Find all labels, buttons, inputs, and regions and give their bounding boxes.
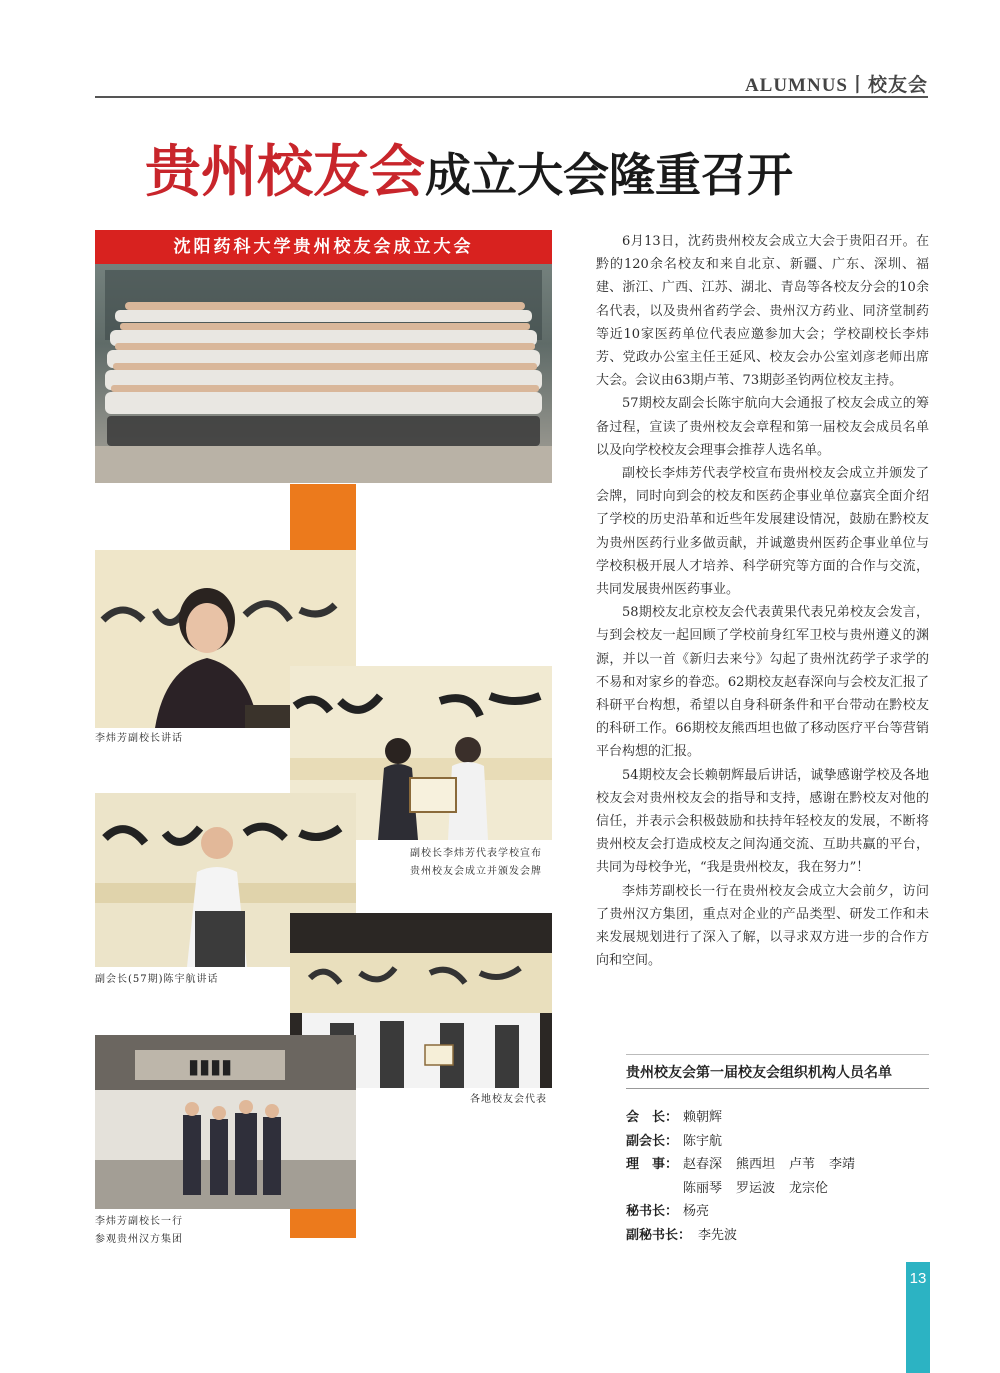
article-paragraph: 57期校友副会长陈宇航向大会通报了校友会成立的筹备过程，宣读了贵州校友会章程和第一届校友会成员名单以及向学校校友会理事会推荐人选名单。 bbox=[596, 396, 929, 458]
org-member: 杨亮 bbox=[683, 1204, 710, 1219]
title-rest: 成立大会隆重召开 bbox=[425, 148, 793, 202]
org-row-chairman bbox=[626, 1106, 855, 1130]
org-role bbox=[626, 1177, 683, 1201]
header-divider bbox=[95, 96, 928, 98]
org-row-directors-cont bbox=[626, 1177, 855, 1201]
visit-photo-image bbox=[95, 1035, 356, 1209]
org-divider-top bbox=[626, 1054, 929, 1055]
org-member: 陈宇航 bbox=[683, 1133, 723, 1149]
article-body bbox=[596, 230, 929, 973]
group-photo-banner: 沈阳药科大学贵州校友会成立大会 bbox=[95, 230, 552, 264]
org-divider bbox=[626, 1088, 929, 1089]
org-list-title: 贵州校友会第一届校友会组织机构人员名单 bbox=[626, 1065, 892, 1081]
org-member: 罗运波 bbox=[736, 1180, 776, 1196]
org-row-secretary-general bbox=[626, 1200, 855, 1224]
org-role: 会 长： bbox=[626, 1110, 679, 1125]
org-role: 秘书长： bbox=[626, 1204, 679, 1219]
visit-caption-line2: 参观贵州汉方集团 bbox=[95, 1234, 183, 1245]
article-paragraph: 6月13日，沈药贵州校友会成立大会于贵阳召开。在黔的120余名校友和来自北京、新疆、广东、深圳、福建、浙江、广西、江苏、湖北、青岛等各校友分会的10余名代表，以及贵州省药学会、贵州汉方药业、同济堂制药等近10家医药单位代表应邀参加大会；学校副校长李炜芳、党政办公室主任王延风、校友会办公室刘彦老师出席大会。会议由63期卢苇、73期彭圣钧两位校友主持。 bbox=[596, 234, 929, 389]
plaque-caption-line2: 贵州校友会成立并颁发会牌 bbox=[410, 866, 542, 877]
org-role: 副秘书长： bbox=[626, 1227, 692, 1243]
org-member: 李先波 bbox=[698, 1227, 738, 1243]
article-paragraph: 54期校友会长赖朝辉最后讲话，诚挚感谢学校及各地校友会对贵州校友会的指导和支持，感谢在黔校友对他的信任，并表示会积极鼓励和扶持年轻校友的发展，不断将贵州校友会打造成校友之间沟通交流、互助共赢的平台，共同为母校争光，“我是贵州校友，我在努力”！ bbox=[596, 767, 929, 876]
org-role: 副会长： bbox=[626, 1133, 679, 1149]
article-paragraph: 58期校友北京校友会代表黄果代表兄弟校友会发言，与到会校友一起回顾了学校前身红军卫校与贵州遵义的渊源，并以一首《新归去来兮》勾起了贵州沈药学子求学的不易和对家乡的眷恋。62期校友赵春深向与会校友汇报了科研平台构想，希望以自身科研条件和平台带动在黔校友的科研工作。66期校友熊西坦也做了移动医疗平台等营销平台构想的汇报。 bbox=[596, 605, 929, 760]
title-highlight: 贵州校友会 bbox=[145, 139, 425, 205]
org-row-vice-chairman bbox=[626, 1130, 855, 1154]
org-member: 陈丽琴 bbox=[683, 1180, 723, 1196]
speech-1-caption: 李炜芳副校长讲话 bbox=[95, 733, 183, 744]
accent-block bbox=[290, 484, 356, 550]
org-list bbox=[626, 1106, 855, 1247]
org-member: 李靖 bbox=[829, 1157, 856, 1172]
org-member: 龙宗伦 bbox=[789, 1180, 829, 1196]
plaque-caption-line1: 副校长李炜芳代表学校宣布 bbox=[410, 848, 542, 859]
page-number: 13 bbox=[909, 1270, 927, 1287]
org-role: 理 事： bbox=[626, 1157, 679, 1172]
org-member: 熊西坦 bbox=[736, 1157, 776, 1172]
group-photo bbox=[95, 230, 552, 483]
section-header: ALUMNUS丨校友会 bbox=[744, 75, 928, 96]
svg-text:▮▮▮▮: ▮▮▮▮ bbox=[187, 1054, 233, 1078]
company-visit-photo bbox=[95, 1035, 356, 1209]
article-paragraph: 李炜芳副校长一行在贵州校友会成立大会前夕，访问了贵州汉方集团，重点对企业的产品类型、研发工作和未来发展规划进行了深入了解，以寻求双方进一步的合作方向和空间。 bbox=[596, 883, 929, 969]
group-photo-image bbox=[95, 230, 552, 483]
speech-2-caption: 副会长(57期)陈宇航讲话 bbox=[95, 974, 219, 985]
org-row-deputy-secretary bbox=[626, 1224, 855, 1248]
org-row-directors bbox=[626, 1153, 855, 1177]
article-title bbox=[145, 128, 793, 208]
org-member: 赵春深 bbox=[683, 1157, 723, 1172]
org-member: 卢苇 bbox=[789, 1157, 816, 1172]
article-paragraph: 副校长李炜芳代表学校宣布贵州校友会成立并颁发了会牌，同时向到会的校友和医药企事业单位嘉宾全面介绍了学校的历史沿革和近些年发展建设情况，鼓励在黔校友为贵州医药行业多做贡献，并诚邀贵州医药企事业单位与学校积极开展人才培养、科学研究等方面的合作与交流，共同发展贵州医药事业。 bbox=[596, 466, 929, 598]
visit-caption-line1: 李炜芳副校长一行 bbox=[95, 1216, 183, 1227]
delegates-caption: 各地校友会代表 bbox=[470, 1094, 547, 1105]
org-member: 赖朝辉 bbox=[683, 1110, 723, 1125]
